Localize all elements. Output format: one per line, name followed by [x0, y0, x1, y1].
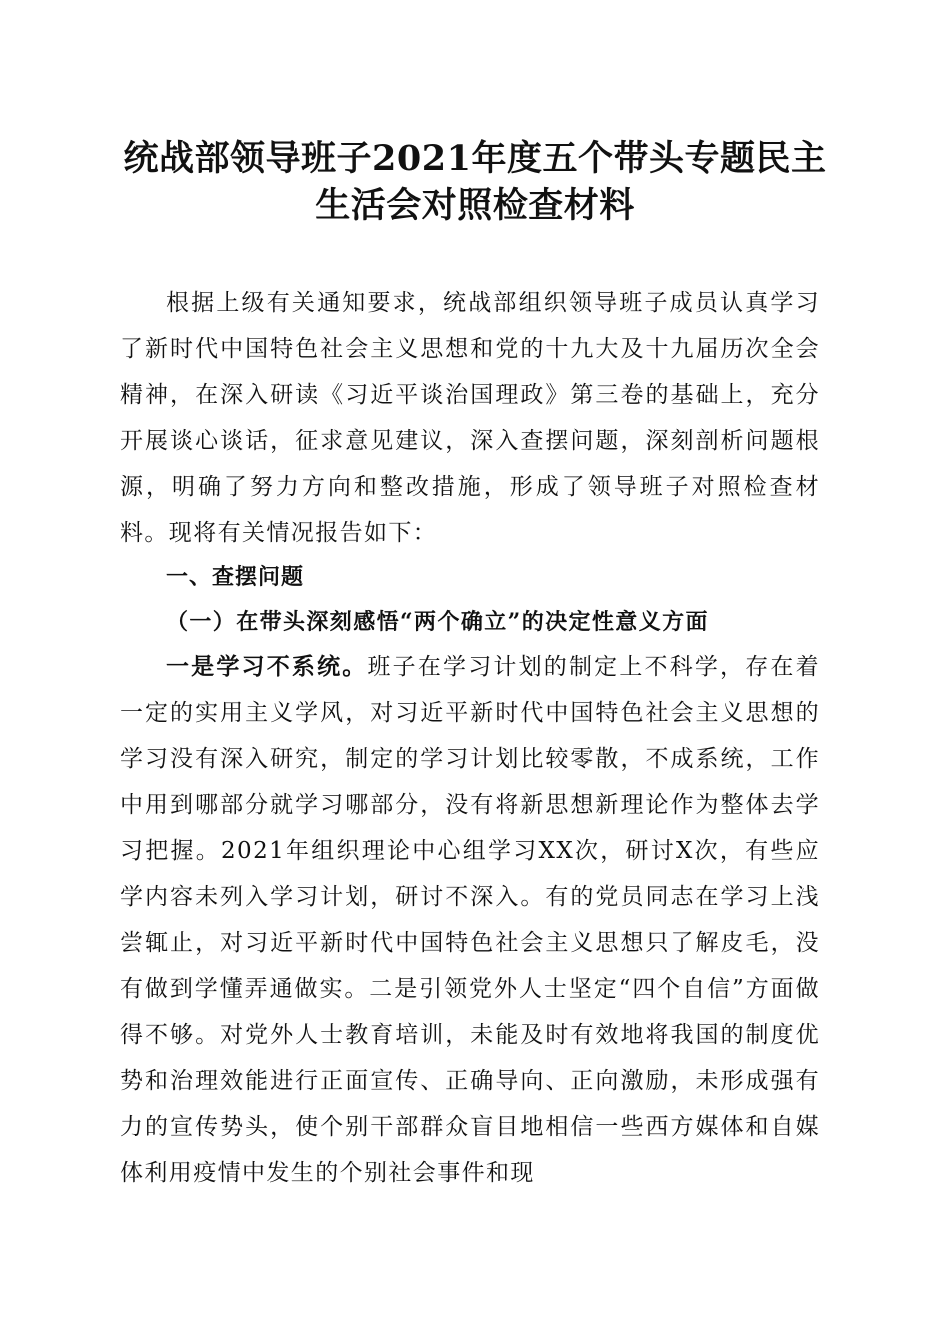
point-text: 班子在学习计划的制定上不科学，存在着一定的实用主义学风，对习近平新时代中国特色社会主义思想的学习没有深入研究，制定的学习计划比较零散，不成系统，工作中用到哪部分就学习哪部分，没有将新思想新理论作为整体去学习把握。2021年组织理论中心组学习XX次，研讨X次，有些应学内容未列入学习计划，研讨不深入。有的党员同志在学习上浅尝辄止，对习近平新时代中国特色社会主义思想只了解皮毛，没有做到学懂弄通做实。二是引领党外人士坚定“四个自信”方面做得不够。对党外人士教育培训，未能及时有效地将我国的制度优势和治理效能进行正面宣传、正确导向、正向激励，未形成强有力的宣传势头，使个别干部群众盲目地相信一些西方媒体和自媒体利用疫情中发生的个别社会事件和现 [120, 654, 821, 1186]
point-paragraph [120, 644, 820, 1196]
section-heading: 一、查摆问题 [166, 565, 305, 590]
document-body [120, 280, 820, 1196]
document-title-line-2: 生活会对照检查材料 [315, 185, 635, 226]
document-title-line-1: 统战部领导班子2021年度五个带头专题民主 [123, 138, 827, 179]
intro-paragraph: 根据上级有关通知要求，统战部组织领导班子成员认真学习了新时代中国特色社会主义思想和党的十九大及十九届历次全会精神，在深入研读《习近平谈治国理政》第三卷的基础上，充分开展谈心谈话，征求意见建议，深入查摆问题，深刻剖析问题根源，明确了努力方向和整改措施，形成了领导班子对照检查材料。现将有关情况报告如下： [120, 290, 820, 546]
subsection-heading: （一）在带头深刻感悟“两个确立”的决定性意义方面 [166, 609, 709, 635]
point-lead: 一是学习不系统。 [166, 653, 368, 680]
